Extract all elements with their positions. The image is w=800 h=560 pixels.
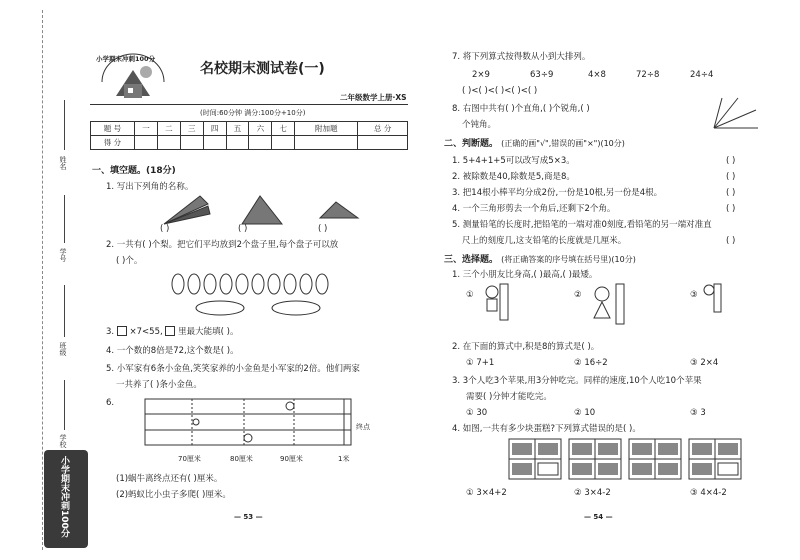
score-cell: 四	[203, 122, 226, 136]
score-value-row	[91, 136, 408, 150]
sidebar-field-id: 学号	[59, 248, 67, 262]
c2-opt[interactable]: ② 16÷2	[574, 358, 608, 368]
angle-shape-2	[242, 196, 282, 224]
judge-blank[interactable]: ( )	[726, 156, 736, 166]
title-rule	[90, 104, 408, 105]
score-cell: 附加题	[295, 122, 358, 136]
pear-icon	[236, 274, 248, 294]
score-cell: 一	[135, 122, 158, 136]
pear-icon	[188, 274, 200, 294]
q6-tick: 70厘米	[178, 455, 201, 463]
choice-3-text-b: 需要( )分钟才能吃完。	[466, 392, 552, 402]
angle-shape-1	[164, 196, 210, 224]
score-cell: 五	[226, 122, 249, 136]
judge-item: 2. 被除数是40,除数是5,商是8。	[452, 172, 575, 182]
c1-opt[interactable]: ②	[574, 290, 582, 300]
score-input[interactable]	[203, 136, 226, 150]
q7-blanks[interactable]: ( )<( )<( )<( )<( )	[462, 86, 538, 96]
q6-sub-2: (2)蚂蚁比小虫子多爬( )厘米。	[116, 490, 231, 500]
q6-track	[144, 398, 354, 452]
school-line	[64, 380, 65, 430]
score-cell: 三	[180, 122, 203, 136]
c2-opt[interactable]: ③ 2×4	[690, 358, 719, 368]
score-input[interactable]	[295, 136, 358, 150]
score-input[interactable]	[226, 136, 249, 150]
q2-text-b: ( )个。	[116, 256, 143, 266]
score-input[interactable]	[135, 136, 158, 150]
angle-shape-3	[320, 202, 358, 218]
c1-opt[interactable]: ①	[466, 290, 474, 300]
binding-sidebar	[0, 0, 88, 560]
q3-line	[106, 326, 238, 338]
q5-text-a: 5. 小军家有6条小金鱼,笑笑家养的小金鱼是小军家的2倍。他们两家	[106, 364, 360, 374]
q6-tick: 90厘米	[280, 455, 303, 463]
pear-icon	[252, 274, 264, 294]
pear-icon	[172, 274, 184, 294]
plate-icon	[196, 301, 244, 315]
grade-subtitle: 二年级数学上册·XS	[340, 93, 407, 102]
cake-box-icon	[689, 439, 741, 479]
q7-text: 7. 将下列算式按得数从小到大排列。	[452, 52, 591, 62]
score-cell: 六	[249, 122, 272, 136]
q1-text: 1. 写出下列角的名称。	[106, 182, 194, 192]
snail-icon	[244, 434, 252, 442]
q2-text-a: 2. 一共有( )个梨。把它们平均放到2个盘子里,每个盘子可以放	[106, 240, 339, 250]
pear-icon	[220, 274, 232, 294]
pear-icon	[284, 274, 296, 294]
choice-4-text: 4. 如图,一共有多少块蛋糕?下列算式错误的是( )。	[452, 424, 641, 434]
cake-boxes	[508, 438, 744, 482]
c2-opt[interactable]: ① 7+1	[466, 358, 495, 368]
q5-text-b: 一共养了( )条小金鱼。	[116, 380, 202, 390]
page-number-left: — 53 —	[234, 513, 263, 521]
sidebar-field-class: 班级	[59, 342, 67, 356]
sidebar-border	[42, 10, 43, 550]
q3-number: 3.	[106, 327, 115, 337]
logo-text: 小学期末冲刺100分	[96, 55, 156, 63]
child-figure-3	[702, 282, 724, 318]
section-2-title	[444, 138, 625, 150]
c3-opt[interactable]: ② 10	[574, 408, 596, 418]
q3-box[interactable]	[117, 326, 127, 336]
section-3-heading: 三、选择题。	[444, 255, 499, 265]
score-cell: 二	[157, 122, 180, 136]
c4-opt[interactable]: ② 3×4-2	[574, 488, 611, 498]
pear-icon	[300, 274, 312, 294]
ant-icon	[193, 419, 199, 425]
child-figure-2	[590, 282, 626, 330]
sidebar-field-name: 姓名	[59, 156, 67, 170]
q6-finish-label: 终点	[356, 423, 370, 431]
class-line	[64, 285, 65, 337]
q3-post: 里最大能填( )。	[178, 327, 239, 337]
judge-item: 1. 5+4+1+5可以改写成5×3。	[452, 156, 575, 166]
score-input[interactable]	[358, 136, 408, 150]
pear-icon	[316, 274, 328, 294]
score-table	[90, 121, 408, 150]
q2-pears	[168, 270, 368, 320]
section-2-note: (正确的画"√",错误的画"×")(10分)	[501, 139, 625, 148]
c3-opt[interactable]: ③ 3	[690, 408, 706, 418]
score-header-row	[91, 122, 408, 136]
section-2-heading: 二、判断题。	[444, 139, 499, 149]
bottom-badge-text: 小学期末冲刺100分	[59, 456, 69, 538]
q1-blank-1[interactable]: ( )	[160, 224, 170, 234]
q6-number: 6.	[106, 398, 115, 408]
judge-blank[interactable]: ( )	[726, 236, 736, 246]
judge-blank[interactable]: ( )	[726, 204, 736, 214]
name-line	[64, 100, 65, 150]
q7-item: 63÷9	[530, 70, 554, 80]
brand-logo	[96, 52, 170, 104]
c4-opt[interactable]: ③ 4×4-2	[690, 488, 727, 498]
plate-icon	[272, 301, 320, 315]
choice-2-text: 2. 在下面的算式中,积是8的算式是( )。	[452, 342, 600, 352]
q1-angles	[150, 194, 370, 228]
choice-1-text: 1. 三个小朋友比身高,( )最高,( )最矮。	[452, 270, 598, 280]
q8-angle-figure	[708, 96, 760, 132]
judge-blank[interactable]: ( )	[726, 172, 736, 182]
score-input[interactable]	[180, 136, 203, 150]
c1-opt[interactable]: ③	[690, 290, 698, 300]
page-number-right: — 54 —	[584, 513, 613, 521]
q7-item: 4×8	[588, 70, 606, 80]
section-1-title: 一、填空题。(18分)	[92, 166, 176, 176]
q1-blank-3[interactable]: ( )	[318, 224, 328, 234]
exam-meta: (时间:60分钟 满分:100分+10分)	[200, 109, 306, 117]
cake-box-icon	[629, 439, 681, 479]
child-figure-1	[482, 282, 510, 322]
q7-item: 2×9	[472, 70, 490, 80]
choice-3-text-a: 3. 3个人吃3个苹果,用3分钟吃完。同样的速度,10个人吃10个苹果	[452, 376, 702, 386]
judge-item: 4. 一个三角形剪去一个角后,还剩下2个角。	[452, 204, 616, 214]
q6-tick: 1米	[338, 455, 350, 463]
judge-item: 5. 测量铅笔的长度时,把铅笔的一端对准0刻度,看铅笔的另一端对准直	[452, 220, 712, 230]
c3-opt[interactable]: ① 30	[466, 408, 488, 418]
score-cell: 七	[272, 122, 295, 136]
id-line	[64, 195, 65, 243]
bug-icon	[286, 402, 294, 410]
score-input[interactable]	[157, 136, 180, 150]
cake-box-icon	[569, 439, 621, 479]
q3-box[interactable]	[165, 326, 175, 336]
section-3-title	[444, 254, 636, 266]
score-cell: 总 分	[358, 122, 408, 136]
score-cell: 得 分	[91, 136, 135, 150]
q7-item: 24÷4	[690, 70, 714, 80]
q6-sub-1: (1)蜗牛离终点还有( )厘米。	[116, 474, 223, 484]
judge-item-5b: 尺上的刻度几,这支铅笔的长度就是几厘米。	[462, 236, 627, 246]
bottom-badge	[44, 450, 88, 548]
q4-text: 4. 一个数的8倍是72,这个数是( )。	[106, 346, 239, 356]
score-cell: 题 号	[91, 122, 135, 136]
c4-opt[interactable]: ① 3×4+2	[466, 488, 507, 498]
q1-blank-2[interactable]: ( )	[238, 224, 248, 234]
pear-icon	[204, 274, 216, 294]
score-input[interactable]	[249, 136, 272, 150]
q7-item: 72÷8	[636, 70, 660, 80]
q8-text-a: 8. 右图中共有( )个直角,( )个锐角,( )	[452, 104, 590, 114]
pear-icon	[268, 274, 280, 294]
sidebar-field-school: 学校	[59, 434, 67, 448]
q8-text-b: 个钝角。	[462, 120, 497, 130]
cake-box-icon	[509, 439, 561, 479]
judge-item: 3. 把14根小棒平均分成2份,一份是10根,另一份是4根。	[452, 188, 663, 198]
section-3-note: (将正确答案的序号填在括号里)(10分)	[501, 255, 636, 264]
judge-blank[interactable]: ( )	[726, 188, 736, 198]
q3-mid: ×7<55,	[129, 327, 163, 337]
q6-tick: 80厘米	[230, 455, 253, 463]
page-title: 名校期末测试卷(一)	[200, 61, 325, 77]
score-input[interactable]	[272, 136, 295, 150]
